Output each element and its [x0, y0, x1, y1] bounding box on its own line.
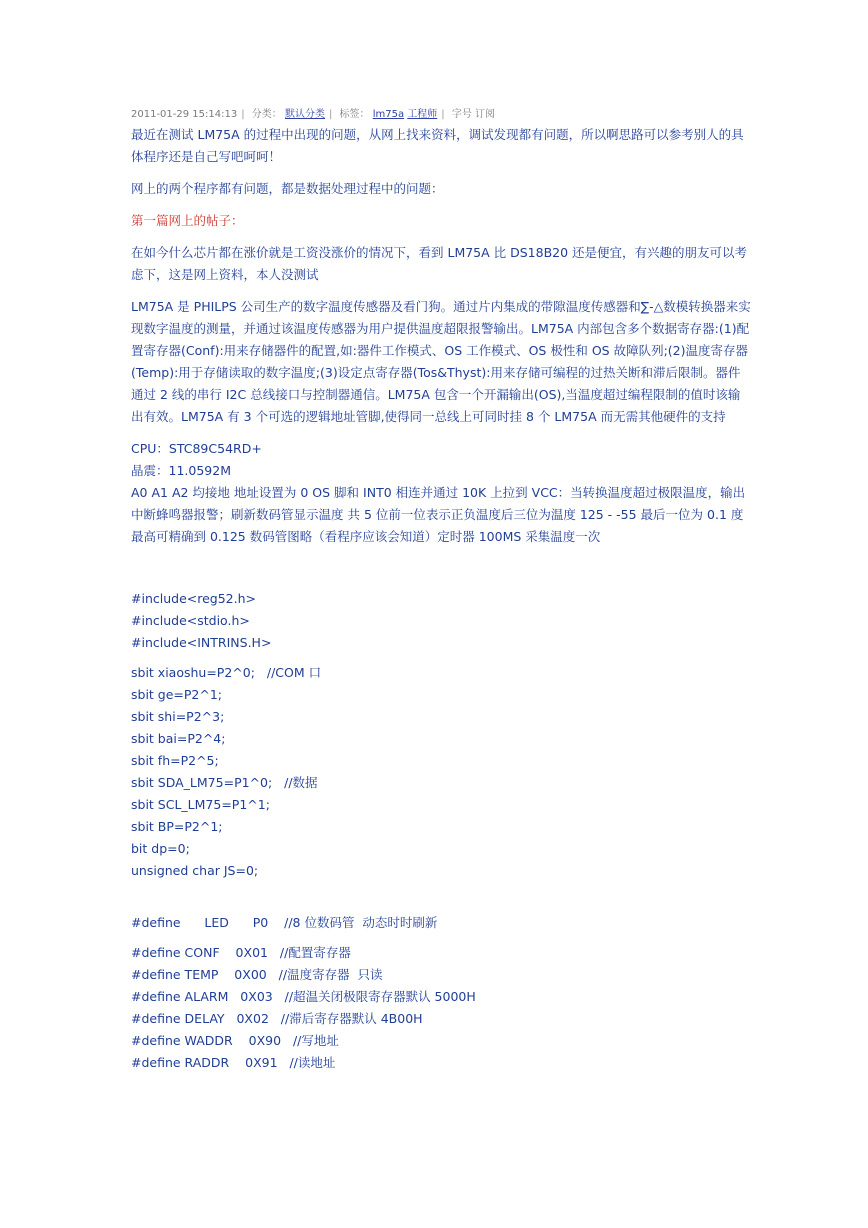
- tag-link-engineer[interactable]: 工程师: [407, 109, 438, 120]
- section-title: 第一篇网上的帖子：: [131, 213, 244, 228]
- category-label: 分类：: [251, 109, 282, 120]
- post-meta: 2011-01-29 15:14:13 | 分类： 默认分类 | 标签： lm75a 工程师 | 字号 订阅: [131, 109, 496, 120]
- code-line: sbit SDA_LM75=P1^0; //数据: [131, 775, 318, 790]
- code-line: #define ALARM 0X03 //超温关闭极限寄存器默认 5000H: [131, 989, 476, 1004]
- code-line: sbit BP=P2^1;: [131, 819, 223, 834]
- define-led-block: [131, 912, 751, 934]
- spec-crystal: 晶震：11.0592M: [131, 463, 231, 478]
- body-paragraph: LM75A 是 PHILPS 公司生产的数字温度传感器及看门狗。通过片内集成的带隙温度传感器和∑-△数模转换器来实现数字温度的测量，并通过该温度传感器为用户提供温度超限报警输出。LM75A 内部包含多个数据寄存器:(1)配置寄存器(Conf):用来存储器件的配置,如:器件工作模式、OS 工作模式、OS 极性和 OS 故障队列;(2)温度寄存器(Temp):用于存储读取的数字温度;(3)设定点寄存器(Tos&Thyst):用来存储可编程的过热关断和滞后限制。器件通过 2 线的串行 I2C 总线接口与控制器通信。LM75A 包含一个开漏输出(OS),当温度超过编程限制的值时该输出有效。LM75A 有 3 个可选的逻辑地址管脚,使得同一总线上可同时挂 8 个 LM75A 而无需其他硬件的支持: [131, 299, 751, 424]
- spec-cpu: CPU：STC89C54RD+: [131, 441, 262, 456]
- code-line: #define WADDR 0X90 //写地址: [131, 1033, 339, 1048]
- subscribe-link[interactable]: 字号 订阅: [451, 109, 496, 120]
- tags-label: 标签：: [339, 109, 370, 120]
- category-link[interactable]: 默认分类: [284, 109, 325, 120]
- code-line: #define LED P0 //8 位数码管 动态时时刷新: [131, 915, 438, 930]
- code-line: #define DELAY 0X02 //滞后寄存器默认 4B00H: [131, 1011, 423, 1026]
- spec-block: [131, 438, 751, 482]
- code-line: #include<reg52.h>: [131, 591, 256, 606]
- code-line: #define RADDR 0X91 //读地址: [131, 1055, 336, 1070]
- spec-description: A0 A1 A2 均接地 地址设置为 0 OS 脚和 INT0 相连并通过 10K 上拉到 VCC：当转换温度超过极限温度，输出中断蜂鸣器报警；刷新数码管显示温度 共 5 位前一位表示正负温度后三位为温度 125 - -55 最后一位为 0.1 度 最高可精确到 0.125 数码管图略（看程序应该会知道）定时器 100MS 采集温度一次: [131, 485, 746, 544]
- code-line: #include<stdio.h>: [131, 613, 250, 628]
- body-paragraph: 在如今什么芯片都在涨价就是工资没涨价的情况下，看到 LM75A 比 DS18B20 还是便宜，有兴趣的朋友可以考虑下，这是网上资料，本人没测试: [131, 245, 748, 282]
- sbit-block: [131, 662, 751, 882]
- intro-note: 网上的两个程序都有问题，都是数据处理过程中的问题：: [131, 181, 444, 196]
- code-line: #define TEMP 0X00 //温度寄存器 只读: [131, 967, 383, 982]
- code-line: sbit SCL_LM75=P1^1;: [131, 797, 270, 812]
- code-line: #include<INTRINS.H>: [131, 635, 272, 650]
- post-datetime: 2011-01-29 15:14:13: [131, 109, 238, 120]
- code-line: #define CONF 0X01 //配置寄存器: [131, 945, 351, 960]
- include-block: [131, 588, 751, 654]
- code-line: sbit xiaoshu=P2^0; //COM 口: [131, 665, 322, 680]
- blog-post: [131, 108, 751, 1074]
- intro-paragraph: 最近在测试 LM75A 的过程中出现的问题，从网上找来资料，调试发现都有问题，所以啊思路可以参考别人的具体程序还是自己写吧呵呵！: [131, 127, 744, 164]
- define-block: [131, 942, 751, 1074]
- code-line: sbit fh=P2^5;: [131, 753, 219, 768]
- code-line: sbit bai=P2^4;: [131, 731, 226, 746]
- code-line: unsigned char JS=0;: [131, 863, 259, 878]
- code-line: bit dp=0;: [131, 841, 190, 856]
- code-line: sbit shi=P2^3;: [131, 709, 225, 724]
- code-line: sbit ge=P2^1;: [131, 687, 223, 702]
- tag-link-lm75a[interactable]: lm75a: [372, 109, 405, 120]
